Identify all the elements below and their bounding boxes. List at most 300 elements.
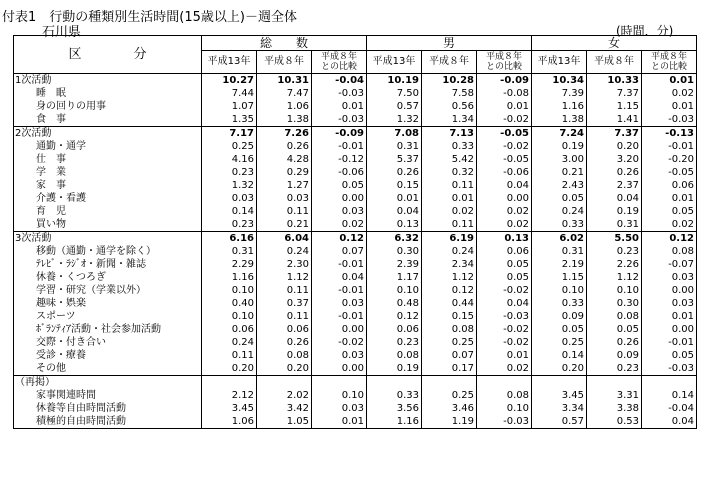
table-cell: 0.56 [422,100,477,113]
table-cell: 1.12 [422,271,477,284]
table-cell: 0.07 [312,245,367,258]
table-cell: 0.24 [257,245,312,258]
page-title: 付表1 行動の種類別生活時間(15歳以上)－週全体 [2,10,297,25]
table-cell: 0.00 [477,192,532,205]
table-cell: 0.14 [202,205,257,218]
table-cell: -0.02 [312,336,367,349]
table-cell: 0.13 [367,218,422,232]
table-cell: -0.03 [477,310,532,323]
table-row [14,349,697,362]
table-cell: 7.24 [532,127,587,141]
table-cell: 0.10 [532,284,587,297]
table-cell: 0.14 [532,349,587,362]
table-row [14,245,697,258]
table-cell: 1.19 [422,415,477,429]
row-label: 家 事 [14,179,202,192]
table-cell: -0.02 [477,140,532,153]
table-cell: -0.09 [312,127,367,141]
group-header-male: 男 [367,36,532,51]
table-cell: -0.01 [312,310,367,323]
row-label: 買い物 [14,218,202,232]
table-cell: 0.06 [367,323,422,336]
table-cell: 0.03 [257,192,312,205]
table-cell: 0.31 [367,140,422,153]
table-cell: 0.20 [257,362,312,376]
table-cell: 1.06 [202,415,257,429]
row-label: ﾃﾚﾋﾞ・ﾗｼﾞｵ・新聞・雑誌 [14,258,202,271]
row-label: 2次活動 [14,127,202,141]
year-h8-header: 平成８年 [257,51,312,74]
table-cell: 10.34 [532,74,587,88]
table-cell: 0.25 [422,389,477,402]
table-cell: 3.38 [587,402,642,415]
table-cell: 0.00 [312,323,367,336]
table-cell: 0.20 [532,362,587,376]
table-cell: 0.02 [312,218,367,232]
table-cell: 2.12 [202,389,257,402]
table-cell: 5.50 [587,232,642,246]
table-cell: 1.35 [202,113,257,127]
table-cell: 0.01 [312,415,367,429]
table-cell: 0.15 [367,179,422,192]
table-row [14,415,697,429]
table-cell: 0.09 [532,310,587,323]
table-cell: 0.01 [422,192,477,205]
table-row [14,153,697,166]
table-cell: 3.31 [587,389,642,402]
table-cell: 3.42 [257,402,312,415]
table-cell: 2.02 [257,389,312,402]
table-cell: 0.32 [422,166,477,179]
table-cell: -0.02 [477,113,532,127]
table-cell: 0.00 [312,362,367,376]
table-cell: 0.01 [642,310,697,323]
table-cell: 0.00 [642,323,697,336]
row-label: 休養等自由時間活動 [14,402,202,415]
table-cell: 0.25 [532,336,587,349]
table-section-row [14,74,697,88]
table-cell: 2.34 [422,258,477,271]
table-cell: 0.24 [532,205,587,218]
table-cell: 0.03 [312,402,367,415]
year-h13-header: 平成13年 [532,51,587,74]
table-cell: 6.02 [532,232,587,246]
table-cell: 0.12 [367,310,422,323]
table-cell: 0.23 [367,336,422,349]
table-cell: 0.01 [477,100,532,113]
table-cell: 1.38 [532,113,587,127]
table-cell: -0.01 [642,140,697,153]
table-cell: 0.03 [312,349,367,362]
table-cell: 7.13 [422,127,477,141]
table-row [14,166,697,179]
table-cell: 0.06 [642,179,697,192]
table-cell: 0.23 [202,166,257,179]
table-cell: 0.25 [422,336,477,349]
table-row [14,362,697,376]
table-cell [312,376,367,390]
table-cell: 0.29 [257,166,312,179]
table-cell: 0.10 [202,310,257,323]
row-label: 学 業 [14,166,202,179]
table-cell: 0.03 [642,271,697,284]
table-cell: -0.01 [312,258,367,271]
activity-time-table [13,35,697,429]
table-row [14,284,697,297]
table-cell: 1.32 [367,113,422,127]
table-cell: 0.07 [422,349,477,362]
table-cell: 0.05 [587,323,642,336]
table-cell: -0.03 [642,362,697,376]
table-row [14,402,697,415]
table-cell: 0.21 [257,218,312,232]
table-row [14,323,697,336]
table-cell: 0.06 [477,245,532,258]
row-label: 交際・付き合い [14,336,202,349]
table-cell: 0.11 [422,179,477,192]
table-cell: 0.17 [422,362,477,376]
table-cell: 0.57 [532,415,587,429]
table-cell: 0.08 [587,310,642,323]
row-label: 移動（通勤・通学を除く） [14,245,202,258]
table-cell: 0.01 [642,100,697,113]
table-cell: -0.06 [477,166,532,179]
table-cell: 10.27 [202,74,257,88]
table-section-row [14,127,697,141]
table-cell: 0.19 [587,205,642,218]
row-label: 受診・療養 [14,349,202,362]
table-cell [367,376,422,390]
table-cell: -0.20 [642,153,697,166]
table-cell: 2.26 [587,258,642,271]
table-cell: 0.02 [642,218,697,232]
table-cell: 0.03 [642,297,697,310]
table-cell: 10.19 [367,74,422,88]
row-label: 趣味・娯楽 [14,297,202,310]
table-cell: 0.11 [202,349,257,362]
year-h13-header: 平成13年 [202,51,257,74]
table-cell: 1.12 [587,271,642,284]
table-cell: -0.04 [312,74,367,88]
table-cell: 1.41 [587,113,642,127]
table-cell: -0.05 [477,153,532,166]
table-cell: 7.44 [202,87,257,100]
table-cell: 0.06 [202,323,257,336]
row-label: 休養・くつろぎ [14,271,202,284]
table-cell: 0.04 [642,415,697,429]
table-cell [532,376,587,390]
table-cell: 0.26 [257,140,312,153]
year-h13-header: 平成13年 [367,51,422,74]
table-cell: -0.01 [312,140,367,153]
table-cell: 1.12 [257,271,312,284]
table-cell: 7.17 [202,127,257,141]
row-label: ﾎﾞﾗﾝﾃｨｱ活動・社会参加活動 [14,323,202,336]
year-h8-header: 平成８年 [587,51,642,74]
table-cell: 7.26 [257,127,312,141]
table-cell: -0.03 [312,87,367,100]
table-cell: 2.29 [202,258,257,271]
table-cell: 0.31 [587,218,642,232]
row-label: 積極的自由時間活動 [14,415,202,429]
comparison-header: 平成８年 との比較 [477,51,532,74]
table-cell: 1.15 [587,100,642,113]
table-cell: -0.02 [477,284,532,297]
table-cell: -0.02 [477,336,532,349]
group-header-total: 総 数 [202,36,367,51]
table-cell: 0.05 [642,205,697,218]
table-row [14,113,697,127]
table-row [14,205,697,218]
prefecture-label: 石川県 [42,25,82,40]
table-cell: 0.26 [367,166,422,179]
table-cell: 0.10 [202,284,257,297]
group-header-female: 女 [532,36,697,51]
table-cell: 0.15 [422,310,477,323]
table-cell: 0.23 [587,245,642,258]
table-cell: 0.10 [367,284,422,297]
table-row [14,258,697,271]
table-cell: 0.48 [367,297,422,310]
table-cell: 0.01 [312,100,367,113]
table-cell: 4.28 [257,153,312,166]
table-cell: 7.39 [532,87,587,100]
table-cell: 0.05 [477,271,532,284]
table-cell: 3.56 [367,402,422,415]
row-label: 3次活動 [14,232,202,246]
table-cell: 0.11 [422,218,477,232]
table-cell [422,376,477,390]
table-cell: 7.58 [422,87,477,100]
table-cell: 7.50 [367,87,422,100]
table-row [14,310,697,323]
table-cell: 0.08 [257,349,312,362]
table-cell: 0.10 [312,389,367,402]
row-label: 介護・看護 [14,192,202,205]
table-cell: 0.04 [312,271,367,284]
table-row [14,179,697,192]
table-cell: 0.02 [477,362,532,376]
table-cell: 3.34 [532,402,587,415]
table-row [14,87,697,100]
table-cell: 0.04 [367,205,422,218]
table-cell: 0.23 [202,218,257,232]
table-cell: -0.05 [477,127,532,141]
year-h8-header: 平成８年 [422,51,477,74]
table-cell: 6.19 [422,232,477,246]
row-label: 通勤・通学 [14,140,202,153]
table-cell: 0.01 [367,192,422,205]
table-cell: 1.16 [202,271,257,284]
table-cell: 1.15 [532,271,587,284]
row-label: スポーツ [14,310,202,323]
table-cell: 0.24 [202,336,257,349]
table-cell: -0.03 [477,415,532,429]
table-cell: 0.26 [587,166,642,179]
table-cell: -0.03 [642,113,697,127]
table-row [14,389,697,402]
table-cell [202,376,257,390]
table-cell: 10.31 [257,74,312,88]
table-cell: -0.02 [477,323,532,336]
table-cell: 0.14 [642,389,697,402]
table-cell: 1.38 [257,113,312,127]
table-body [14,74,697,429]
row-label: 食 事 [14,113,202,127]
table-cell [257,376,312,390]
table-cell: 0.09 [587,349,642,362]
table-cell: -0.08 [477,87,532,100]
table-cell: -0.12 [312,153,367,166]
table-row [14,100,697,113]
table-cell: 0.25 [202,140,257,153]
table-row [14,336,697,349]
table-cell: 0.30 [367,245,422,258]
table-cell: -0.04 [642,402,697,415]
table-cell: 0.20 [202,362,257,376]
table-cell: 0.00 [312,192,367,205]
table-cell: 0.08 [422,323,477,336]
table-cell: 0.24 [422,245,477,258]
table-cell: 0.13 [477,232,532,246]
table-cell: 7.37 [587,87,642,100]
table-cell: 0.02 [422,205,477,218]
table-cell: 0.05 [532,323,587,336]
category-header: 区 分 [14,36,202,74]
table-cell: 0.19 [532,140,587,153]
table-cell: 0.04 [587,192,642,205]
table-cell: 4.16 [202,153,257,166]
table-cell: 0.08 [642,245,697,258]
table-row [14,271,697,284]
table-cell: 2.43 [532,179,587,192]
comparison-header: 平成８年 との比較 [642,51,697,74]
table-cell: 0.02 [477,205,532,218]
table-cell: 0.12 [312,232,367,246]
table-cell: 6.04 [257,232,312,246]
table-cell [642,376,697,390]
table-cell: 0.01 [477,349,532,362]
table-cell: 0.05 [312,179,367,192]
table-cell: 0.30 [587,297,642,310]
table-cell: 7.08 [367,127,422,141]
table-cell: 0.31 [202,245,257,258]
table-cell: 0.23 [587,362,642,376]
table-cell: -0.01 [312,284,367,297]
row-label: （再掲） [14,376,202,390]
table-cell: 0.40 [202,297,257,310]
table-cell: 0.03 [312,205,367,218]
table-cell: 0.08 [477,389,532,402]
table-cell: 1.05 [257,415,312,429]
row-label: 家事関連時間 [14,389,202,402]
table-cell: 10.28 [422,74,477,88]
table-cell: 10.33 [587,74,642,88]
table-cell: 0.05 [642,349,697,362]
table-cell: 0.02 [642,87,697,100]
table-cell: 0.10 [477,402,532,415]
table-cell: -0.01 [642,336,697,349]
table-cell: 0.33 [422,140,477,153]
row-label: 育 児 [14,205,202,218]
table-cell: -0.13 [642,127,697,141]
table-cell: 0.57 [367,100,422,113]
table-cell: 6.32 [367,232,422,246]
table-cell: 0.20 [587,140,642,153]
table-cell: 0.04 [477,179,532,192]
table-cell: 0.53 [587,415,642,429]
comparison-header: 平成８年 との比較 [312,51,367,74]
table-cell: 2.30 [257,258,312,271]
table-cell: 0.33 [367,389,422,402]
table-cell: 0.26 [587,336,642,349]
table-cell: -0.05 [642,166,697,179]
table-cell: -0.09 [477,74,532,88]
table-cell: 0.12 [642,232,697,246]
table-cell: 0.06 [257,323,312,336]
table-cell: 0.11 [257,284,312,297]
table-cell: 0.10 [587,284,642,297]
table-cell: 0.00 [642,284,697,297]
table-cell: 3.20 [587,153,642,166]
table-cell: 1.16 [367,415,422,429]
table-cell: 3.46 [422,402,477,415]
table-row [14,140,697,153]
table-cell: 0.03 [202,192,257,205]
table-cell: 2.37 [587,179,642,192]
table-section-row [14,376,697,390]
table-cell: 2.39 [367,258,422,271]
table-cell: 0.02 [477,218,532,232]
row-label: 学習・研究（学業以外） [14,284,202,297]
table-cell: 0.01 [642,74,697,88]
table-cell: 0.04 [477,297,532,310]
table-cell [477,376,532,390]
table-cell: 0.08 [367,349,422,362]
table-cell: 7.47 [257,87,312,100]
table-cell: 0.21 [532,166,587,179]
table-cell: 0.11 [257,310,312,323]
table-row [14,218,697,232]
table-row [14,297,697,310]
table-cell [587,376,642,390]
table-cell: 1.27 [257,179,312,192]
row-label: 睡 眠 [14,87,202,100]
table-cell: 0.31 [532,245,587,258]
table-cell: 0.01 [642,192,697,205]
table-cell: 1.16 [532,100,587,113]
table-cell: 1.32 [202,179,257,192]
table-cell: 1.06 [257,100,312,113]
table-section-row [14,232,697,246]
table-cell: 0.05 [532,192,587,205]
table-cell: 1.34 [422,113,477,127]
table-cell: 7.37 [587,127,642,141]
table-cell: 0.12 [422,284,477,297]
table-cell: 3.00 [532,153,587,166]
table-cell: 5.42 [422,153,477,166]
table-cell: 0.11 [257,205,312,218]
table-cell: -0.03 [312,113,367,127]
table-row [14,192,697,205]
table-cell: 0.33 [532,297,587,310]
table-cell: -0.06 [312,166,367,179]
table-cell: 3.45 [202,402,257,415]
table-cell: 1.17 [367,271,422,284]
row-label: 仕 事 [14,153,202,166]
table-cell: 1.07 [202,100,257,113]
table-cell: 6.16 [202,232,257,246]
